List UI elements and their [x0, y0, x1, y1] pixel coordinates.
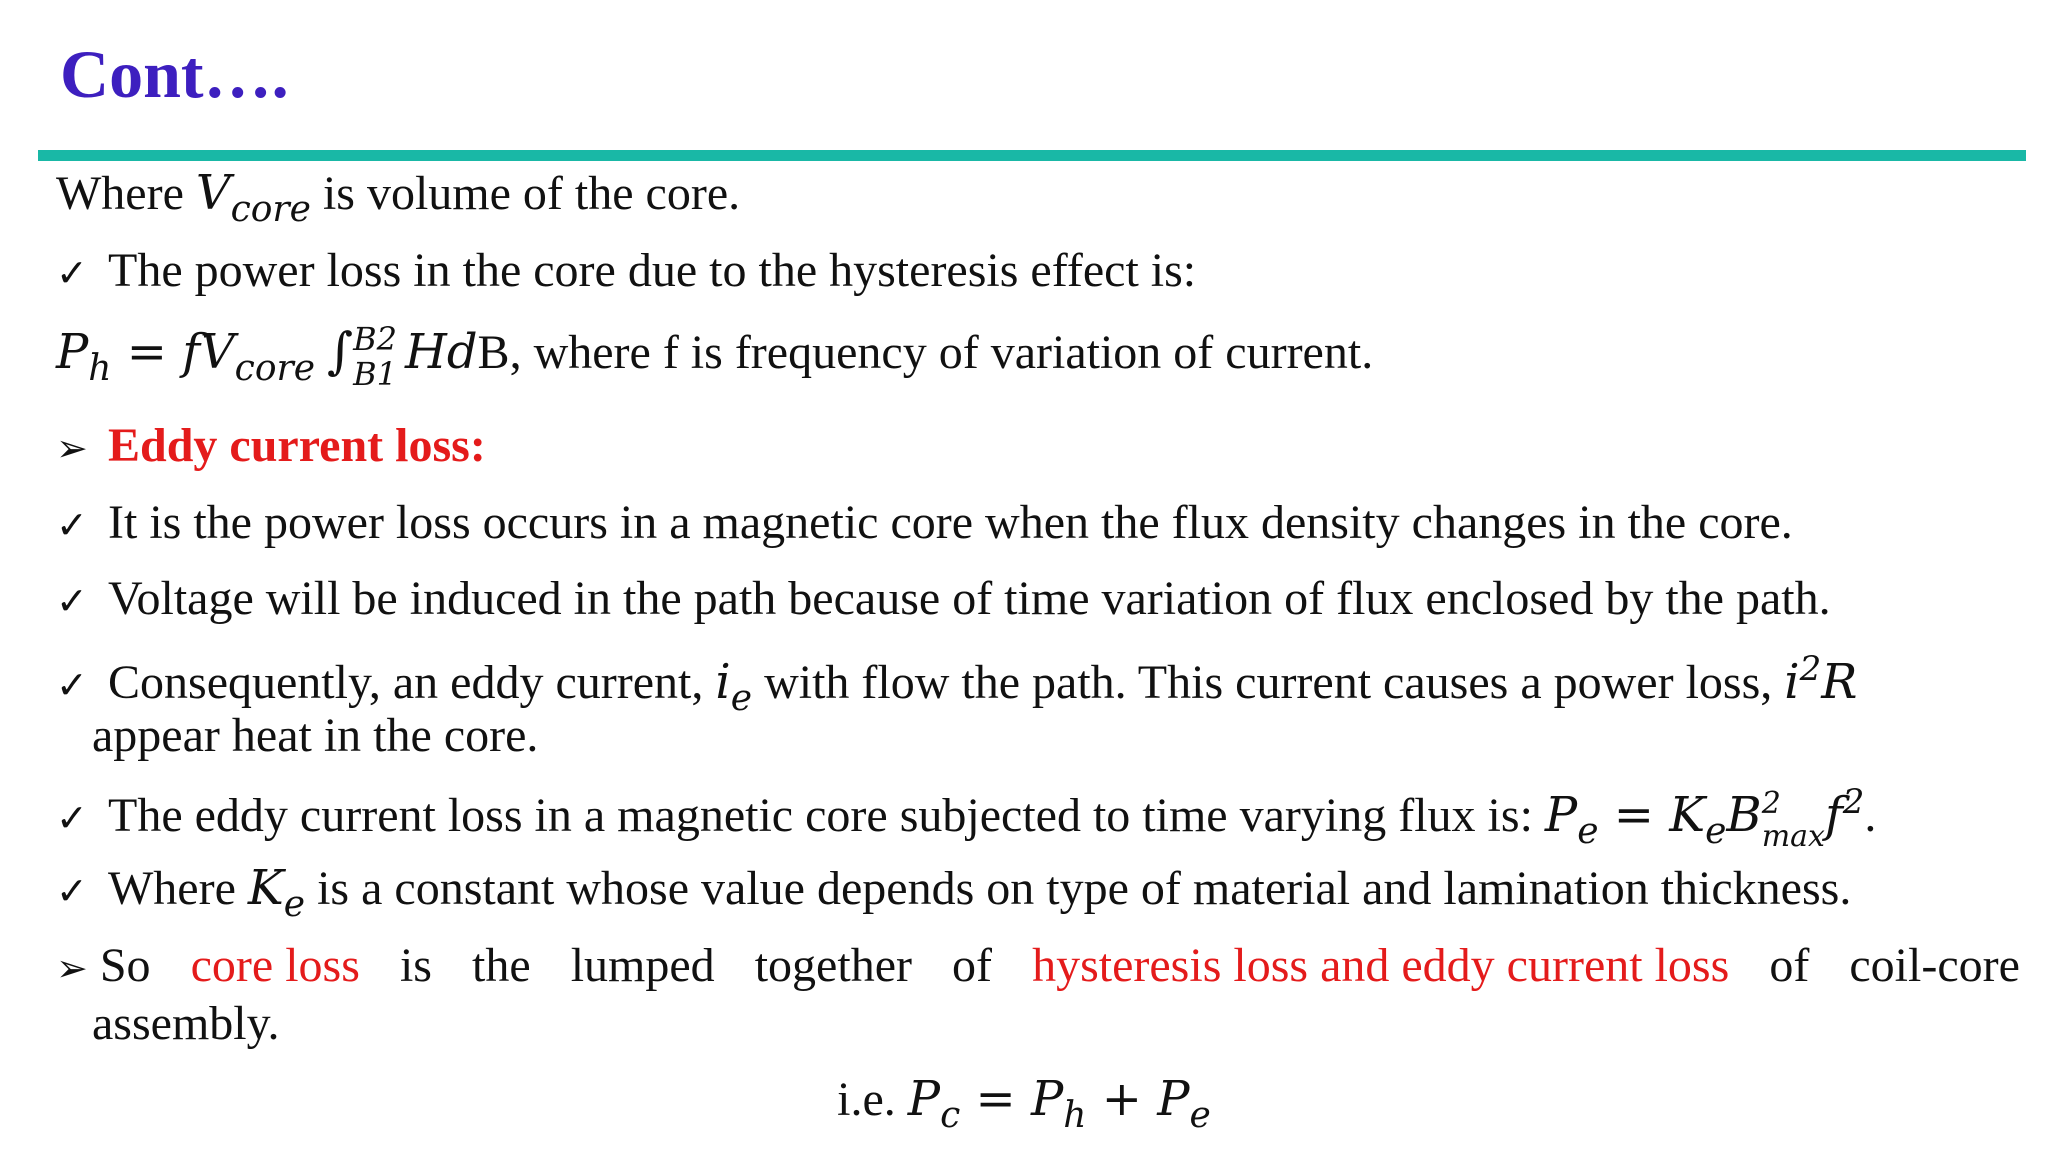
integral-limits: [353, 322, 397, 392]
highlight-hysteresis-eddy: hysteresis loss and eddy current loss: [1032, 939, 1730, 992]
check-icon: ✓: [56, 663, 88, 707]
math-var: P: [1544, 787, 1578, 843]
math-sup: 2: [1799, 649, 1822, 689]
math-sub: e: [1189, 1095, 1211, 1136]
justified-line: [56, 938, 2020, 993]
math-var: K: [1669, 787, 1706, 843]
arrow-bullet-icon: ➢: [56, 426, 88, 470]
math-var: f: [182, 324, 200, 381]
bullet-power-loss: [56, 495, 1793, 550]
text: of: [1769, 939, 1810, 992]
text: is a constant whose value depends on type of material and lamination thickness.: [305, 862, 1852, 915]
math-sub: c: [940, 1095, 961, 1136]
math-var: B: [1726, 787, 1762, 843]
text: lumped: [570, 939, 715, 992]
math-supsub: [1762, 787, 1825, 853]
arrow-bullet-icon: ➢: [56, 946, 88, 990]
math-var: P: [1031, 1071, 1064, 1127]
math-var: d: [446, 324, 478, 381]
bullet-hysteresis-intro: [56, 243, 1196, 298]
math-var: V: [199, 324, 235, 381]
math-var: i: [1784, 654, 1800, 710]
text: of: [952, 939, 993, 992]
math-var: P: [907, 1071, 941, 1127]
math-sup: 2: [1842, 782, 1865, 822]
math-var: P: [56, 324, 89, 381]
math-op: =: [111, 324, 183, 381]
text: Voltage will be induced in the path because of time variation of flux enclosed by the path.: [108, 572, 1831, 625]
math-sub: h: [1063, 1095, 1087, 1136]
math-sub: h: [88, 348, 112, 390]
text: Where: [56, 167, 196, 220]
math-sup: 2: [1761, 785, 1781, 821]
core-loss-equation: [0, 1072, 2048, 1136]
text: The power loss in the core due to the hysteresis effect is:: [108, 244, 1197, 297]
text: It is the power loss occurs in a magnetic core when the flux density changes in the core.: [108, 496, 1793, 549]
text: together: [754, 939, 912, 992]
math-sub: e: [283, 884, 306, 925]
math-sub: e: [1705, 811, 1727, 852]
math-var: f: [1824, 787, 1843, 843]
lower-limit: B1: [353, 355, 397, 394]
text: Where: [108, 862, 248, 915]
math-sub: core: [230, 189, 311, 230]
math-op: =: [1598, 787, 1670, 843]
text: the: [472, 939, 531, 992]
text: B: [477, 326, 510, 380]
bullet-ke-constant: [56, 861, 1851, 925]
text: , where f is frequency of variation of current.: [509, 326, 1374, 380]
highlight-core-loss: core loss: [190, 939, 360, 992]
math-sub: e: [1577, 811, 1599, 852]
math-sub: e: [730, 678, 753, 719]
check-icon: ✓: [56, 579, 88, 623]
math-var: P: [1157, 1071, 1190, 1127]
bullet-core-loss-cont: assembly.: [92, 997, 280, 1050]
check-icon: ✓: [56, 251, 88, 295]
math-op: +: [1086, 1071, 1158, 1127]
math-var: H: [404, 324, 447, 381]
text: .: [1864, 789, 1877, 842]
bullet-eddy-loss-formula: [56, 783, 1876, 853]
text: is volume of the core.: [310, 167, 741, 220]
check-icon: ✓: [56, 796, 88, 840]
math-var: K: [247, 860, 284, 916]
text: is: [399, 939, 432, 992]
text: Consequently, an eddy current,: [108, 656, 716, 709]
text: coil-core: [1849, 939, 2020, 992]
text: So: [99, 939, 151, 992]
section-heading: Eddy current loss:: [108, 419, 486, 472]
heading-eddy-current-loss: [56, 418, 486, 473]
line-volume-definition: [56, 166, 740, 230]
bullet-voltage-induced: [56, 571, 1831, 626]
math-var: R: [1821, 654, 1858, 710]
bullet-core-loss-summary: [56, 938, 2020, 993]
bullet-eddy-current-cont: appear heat in the core.: [92, 709, 539, 762]
math-sub: core: [234, 348, 316, 390]
math-var: V: [195, 165, 231, 221]
math-var: i: [715, 654, 731, 710]
text: The eddy current loss in a magnetic core subjected to time varying flux is:: [108, 789, 1545, 842]
word: [56, 938, 151, 993]
hysteresis-formula: [56, 322, 1373, 392]
slide-title: Cont….: [60, 36, 289, 112]
check-icon: ✓: [56, 503, 88, 547]
integral-sign: ∫: [327, 322, 354, 381]
text: i.e.: [837, 1073, 908, 1126]
check-icon: ✓: [56, 869, 88, 913]
text: with flow the path. This current causes a power loss,: [752, 656, 1785, 709]
title-divider: [38, 150, 2026, 161]
math-op: =: [960, 1071, 1031, 1127]
upper-limit: B2: [353, 320, 397, 358]
math-sub: max: [1761, 818, 1825, 854]
